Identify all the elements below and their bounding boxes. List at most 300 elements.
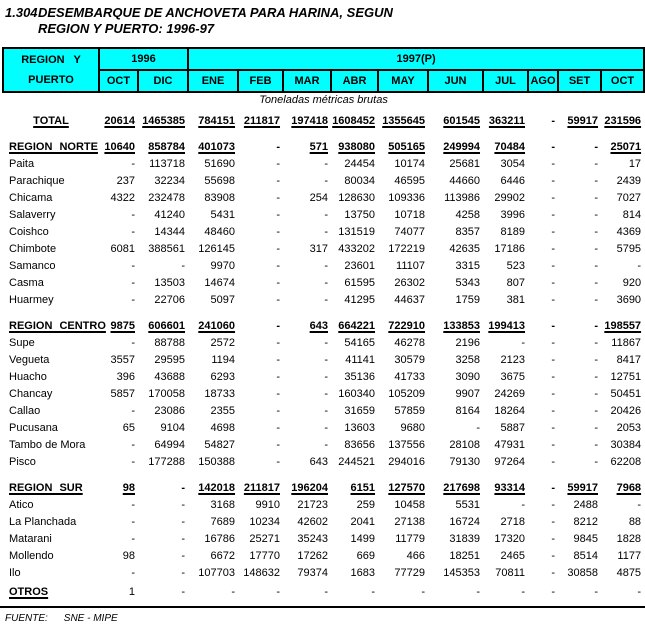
- cell-value-text: -: [131, 567, 135, 579]
- cell-value: [601, 497, 644, 514]
- cell-value: [483, 335, 528, 352]
- cell-value: [428, 403, 483, 420]
- row-label-cell: [3, 190, 99, 207]
- cell-value-text: 127570: [388, 482, 426, 494]
- cell-value-text: 29902: [494, 192, 526, 204]
- cell-value-text: 363211: [488, 115, 526, 127]
- cell-value-text: -: [594, 158, 599, 170]
- cell-value: [188, 309, 238, 335]
- col-header-abr: ABR: [331, 70, 378, 92]
- row-label-cell: [3, 108, 99, 130]
- cell-value-text: -: [131, 405, 135, 417]
- cell-value: [238, 386, 283, 403]
- cell-value-text: 1828: [616, 533, 642, 545]
- row-label-cell: [3, 369, 99, 386]
- cell-value-text: 25681: [449, 158, 481, 170]
- cell-value: [238, 497, 283, 514]
- cell-value: [528, 292, 558, 309]
- cell-value: [378, 386, 428, 403]
- cell-value: [99, 258, 138, 275]
- row-label-cell: [3, 241, 99, 258]
- cell-value: [378, 514, 428, 531]
- cell-value-text: -: [371, 586, 376, 598]
- cell-value-text: -: [594, 422, 599, 434]
- cell-value-text: 47931: [494, 439, 526, 451]
- cell-value: [238, 224, 283, 241]
- cell-value-text: 46278: [394, 337, 426, 349]
- cell-value: [483, 108, 528, 130]
- row-label: Huarmey: [9, 294, 54, 306]
- cell-value-text: 5097: [210, 294, 236, 306]
- cell-value: [238, 548, 283, 565]
- cell-value-text: -: [276, 294, 281, 306]
- cell-value-text: 3690: [616, 294, 642, 306]
- cell-value: [331, 403, 378, 420]
- cell-value: [331, 565, 378, 582]
- row-label: Vegueta: [9, 354, 50, 366]
- cell-value-text: 4698: [210, 422, 236, 434]
- cell-value: [99, 335, 138, 352]
- row-label-cell: [3, 207, 99, 224]
- cell-value: [428, 292, 483, 309]
- cell-value-text: 6446: [500, 175, 526, 187]
- cell-value-text: 4875: [616, 567, 642, 579]
- cell-value: [99, 548, 138, 565]
- col-header-region-line2: PUERTO: [28, 74, 74, 86]
- title-text: DESEMBARQUE DE ANCHOVETA PARA HARINA, SEGUN: [38, 5, 393, 20]
- cell-value: [283, 369, 331, 386]
- cell-value: [99, 531, 138, 548]
- cell-value-text: 920: [622, 277, 642, 289]
- cell-value: [99, 173, 138, 190]
- cell-value-text: -: [181, 499, 186, 511]
- cell-value: [331, 582, 378, 601]
- cell-value: [558, 454, 601, 471]
- cell-value-text: -: [551, 115, 556, 127]
- cell-value: [238, 173, 283, 190]
- cell-value-text: 93314: [494, 482, 526, 494]
- cell-value-text: 7689: [210, 516, 236, 528]
- cell-value-text: 13603: [344, 422, 376, 434]
- cell-value-text: -: [551, 226, 556, 238]
- cell-value-text: 11107: [396, 260, 426, 272]
- cell-value-text: 2196: [455, 337, 481, 349]
- cell-value-text: -: [324, 354, 329, 366]
- cell-value: [378, 420, 428, 437]
- cell-value-text: -: [421, 586, 426, 598]
- row-label: La Planchada: [9, 516, 77, 528]
- cell-value: [528, 130, 558, 156]
- cell-value: [138, 548, 188, 565]
- cell-value-text: 97264: [494, 456, 526, 468]
- cell-value: [601, 292, 644, 309]
- cell-value-text: 7968: [616, 482, 642, 494]
- cell-value: [331, 108, 378, 130]
- cell-value: [428, 352, 483, 369]
- cell-value: [428, 531, 483, 548]
- cell-value: [238, 403, 283, 420]
- row-label-cell: [3, 292, 99, 309]
- cell-value: [528, 352, 558, 369]
- cell-value-text: -: [594, 405, 599, 417]
- cell-value-text: 30384: [610, 439, 642, 451]
- cell-value: [331, 531, 378, 548]
- cell-value-text: -: [276, 175, 281, 187]
- cell-value: [331, 471, 378, 497]
- cell-value: [238, 241, 283, 258]
- cell-value: [428, 437, 483, 454]
- cell-value-text: 13750: [344, 209, 376, 221]
- cell-value-text: -: [276, 337, 281, 349]
- cell-value-text: 70484: [494, 141, 526, 153]
- cell-value-text: 177288: [148, 456, 186, 468]
- cell-value-text: -: [594, 192, 599, 204]
- cell-value-text: 148632: [243, 567, 281, 579]
- cell-value: [428, 548, 483, 565]
- cell-value-text: -: [551, 567, 556, 579]
- table-row-huarmey: [3, 292, 644, 309]
- cell-value: [188, 403, 238, 420]
- cell-value: [528, 565, 558, 582]
- cell-value-text: -: [551, 354, 556, 366]
- units-subtitle: Toneladas métricas brutas: [259, 94, 388, 106]
- cell-value: [99, 565, 138, 582]
- cell-value: [558, 292, 601, 309]
- row-label: Casma: [9, 277, 44, 289]
- cell-value: [558, 207, 601, 224]
- cell-value-text: 14344: [154, 226, 186, 238]
- cell-value: [428, 386, 483, 403]
- cell-value-text: -: [551, 388, 556, 400]
- cell-value-text: 160340: [338, 388, 376, 400]
- cell-value: [528, 335, 558, 352]
- cell-value-text: 4369: [616, 226, 642, 238]
- cell-value: [283, 224, 331, 241]
- cell-value-text: 237: [116, 175, 135, 187]
- cell-value-text: 6151: [350, 482, 376, 494]
- cell-value: [138, 224, 188, 241]
- cell-value: [378, 309, 428, 335]
- cell-value-text: -: [594, 209, 599, 221]
- cell-value: [283, 403, 331, 420]
- cell-value: [283, 275, 331, 292]
- row-label-cell: [3, 386, 99, 403]
- cell-value-text: 11779: [395, 533, 426, 545]
- cell-value: [601, 437, 644, 454]
- cell-value: [331, 224, 378, 241]
- cell-value: [528, 241, 558, 258]
- cell-value-text: 10174: [394, 158, 426, 170]
- row-label-cell: [3, 531, 99, 548]
- cell-value-text: 10458: [394, 499, 426, 511]
- cell-value-text: -: [594, 277, 599, 289]
- cell-value-text: -: [637, 260, 642, 272]
- table-row-pisco: [3, 454, 644, 471]
- cell-value-text: 5795: [616, 243, 642, 255]
- row-label-cell: [3, 275, 99, 292]
- cell-value-text: -: [276, 439, 281, 451]
- cell-value-text: -: [551, 533, 556, 545]
- cell-value-text: 381: [506, 294, 526, 306]
- cell-value: [558, 335, 601, 352]
- cell-value: [188, 258, 238, 275]
- col-group-1997: 1997(P): [188, 48, 644, 70]
- cell-value-text: -: [594, 320, 599, 332]
- cell-value-text: 2572: [210, 337, 236, 349]
- cell-value: [601, 420, 644, 437]
- cell-value: [528, 403, 558, 420]
- cell-value-text: -: [521, 337, 526, 349]
- cell-value-text: -: [594, 354, 599, 366]
- cell-value-text: 133853: [443, 320, 481, 332]
- cell-value-text: -: [131, 226, 135, 238]
- cell-value-text: 5531: [455, 499, 481, 511]
- cell-value-text: 142018: [198, 482, 236, 494]
- cell-value: [331, 258, 378, 275]
- cell-value: [331, 386, 378, 403]
- cell-value: [238, 275, 283, 292]
- cell-value: [331, 207, 378, 224]
- cell-value: [138, 352, 188, 369]
- cell-value-text: 5343: [455, 277, 481, 289]
- cell-value: [483, 309, 528, 335]
- cell-value-text: -: [276, 586, 281, 598]
- cell-value: [188, 156, 238, 173]
- cell-value-text: 21723: [297, 499, 329, 511]
- source-label: FUENTE:: [5, 613, 48, 624]
- cell-value-text: -: [551, 175, 556, 187]
- cell-value-text: 211817: [243, 115, 281, 127]
- cell-value: [138, 292, 188, 309]
- table-row-casma: [3, 275, 644, 292]
- cell-value: [99, 241, 138, 258]
- cell-value: [558, 173, 601, 190]
- cell-value: [428, 258, 483, 275]
- cell-value-text: 74077: [394, 226, 426, 238]
- row-label-cell: [3, 258, 99, 275]
- cell-value-text: 20614: [104, 115, 135, 127]
- cell-value-text: -: [276, 405, 281, 417]
- table-row-mollendo: [3, 548, 644, 565]
- cell-value-text: -: [594, 371, 599, 383]
- cell-value: [331, 275, 378, 292]
- cell-value-text: 1683: [350, 567, 376, 579]
- cell-value: [378, 292, 428, 309]
- cell-value: [331, 369, 378, 386]
- cell-value: [378, 156, 428, 173]
- cell-value-text: -: [551, 422, 556, 434]
- cell-value-text: -: [276, 158, 281, 170]
- cell-value-text: 42602: [297, 516, 329, 528]
- cell-value-text: -: [324, 422, 329, 434]
- cell-value-text: 211817: [243, 482, 281, 494]
- cell-value-text: -: [324, 209, 329, 221]
- cell-value: [528, 582, 558, 601]
- cell-value-text: 8357: [455, 226, 481, 238]
- cell-value: [99, 420, 138, 437]
- cell-value: [283, 190, 331, 207]
- cell-value-text: 59917: [567, 115, 599, 127]
- cell-value-text: -: [551, 482, 556, 494]
- cell-value: [558, 386, 601, 403]
- cell-value-text: -: [594, 294, 599, 306]
- cell-value-text: 2041: [350, 516, 376, 528]
- cell-value-text: 113986: [444, 192, 481, 204]
- cell-value-text: -: [551, 294, 556, 306]
- cell-value: [558, 497, 601, 514]
- cell-value-text: 25071: [610, 141, 642, 153]
- col-header-set: SET: [558, 70, 601, 92]
- cell-value-text: 232478: [148, 192, 186, 204]
- cell-value-text: 2123: [500, 354, 526, 366]
- cell-value-text: -: [131, 456, 135, 468]
- cell-value-text: 79374: [297, 567, 329, 579]
- cell-value: [99, 352, 138, 369]
- cell-value-text: 64994: [154, 439, 186, 451]
- cell-value-text: 70811: [495, 567, 526, 579]
- cell-value: [188, 275, 238, 292]
- cell-value: [483, 582, 528, 601]
- cell-value: [331, 454, 378, 471]
- units-subtitle-row: [3, 92, 644, 108]
- cell-value: [331, 497, 378, 514]
- cell-value-text: 23601: [344, 260, 376, 272]
- cell-value-text: -: [551, 586, 556, 598]
- cell-value-text: -: [276, 422, 281, 434]
- cell-value-text: 2053: [616, 422, 642, 434]
- cell-value-text: 41295: [344, 294, 376, 306]
- cell-value: [378, 108, 428, 130]
- cell-value: [428, 207, 483, 224]
- col-header-feb: FEB: [238, 70, 283, 92]
- cell-value-text: 13503: [154, 277, 186, 289]
- cell-value-text: 88788: [154, 337, 186, 349]
- cell-value-text: 197418: [291, 115, 329, 127]
- cell-value-text: -: [131, 260, 135, 272]
- cell-value: [188, 454, 238, 471]
- cell-value: [528, 369, 558, 386]
- cell-value: [428, 514, 483, 531]
- cell-value: [99, 403, 138, 420]
- cell-value: [238, 207, 283, 224]
- cell-value-text: -: [551, 158, 556, 170]
- cell-value: [483, 386, 528, 403]
- cell-value-text: -: [324, 337, 329, 349]
- table-row-salaverry: [3, 207, 644, 224]
- cell-value-text: -: [276, 354, 281, 366]
- cell-value-text: 317: [309, 243, 329, 255]
- cell-value-text: -: [476, 422, 481, 434]
- cell-value-text: 35136: [344, 371, 376, 383]
- cell-value-text: 30579: [394, 354, 426, 366]
- table-row-matarani: [3, 531, 644, 548]
- cell-value-text: 8212: [573, 516, 599, 528]
- cell-value-text: 571: [309, 141, 329, 153]
- cell-value: [238, 258, 283, 275]
- row-label: Huacho: [9, 371, 47, 383]
- cell-value: [138, 471, 188, 497]
- table-row-region-norte: [3, 130, 644, 156]
- cell-value: [138, 420, 188, 437]
- cell-value-text: 3054: [500, 158, 526, 170]
- cell-value: [428, 108, 483, 130]
- cell-value: [99, 108, 138, 130]
- cell-value-text: 9680: [400, 422, 426, 434]
- cell-value-text: 217698: [443, 482, 481, 494]
- cell-value-text: 44637: [394, 294, 426, 306]
- cell-value: [331, 420, 378, 437]
- cell-value-text: -: [276, 243, 281, 255]
- cell-value-text: 8189: [500, 226, 526, 238]
- row-label: Chancay: [9, 388, 53, 400]
- cell-value-text: -: [551, 371, 556, 383]
- cell-value-text: -: [276, 371, 281, 383]
- cell-value-text: 105209: [388, 388, 426, 400]
- cell-value: [601, 369, 644, 386]
- row-label-cell: [3, 565, 99, 582]
- cell-value-text: 62208: [610, 456, 642, 468]
- table-row-huacho: [3, 369, 644, 386]
- row-label: Mollendo: [9, 550, 54, 562]
- cell-value-text: -: [551, 277, 556, 289]
- cell-value-text: -: [551, 260, 556, 272]
- cell-value-text: 3258: [455, 354, 481, 366]
- cell-value-text: 77729: [394, 567, 426, 579]
- cell-value-text: 44660: [449, 175, 481, 187]
- row-label: Paita: [9, 158, 35, 170]
- cell-value-text: -: [551, 337, 556, 349]
- cell-value: [601, 207, 644, 224]
- cell-value: [138, 497, 188, 514]
- cell-value: [283, 531, 331, 548]
- cell-value-text: 9104: [160, 422, 186, 434]
- cell-value: [558, 309, 601, 335]
- cell-value: [99, 275, 138, 292]
- cell-value: [138, 156, 188, 173]
- cell-value: [283, 497, 331, 514]
- cell-value: [331, 548, 378, 565]
- cell-value: [331, 514, 378, 531]
- cell-value-text: -: [551, 439, 556, 451]
- cell-value: [558, 471, 601, 497]
- row-label-cell: [3, 471, 99, 497]
- cell-value-text: 61595: [344, 277, 376, 289]
- cell-value-text: 466: [406, 550, 426, 562]
- cell-value-text: -: [131, 209, 135, 221]
- cell-value: [99, 224, 138, 241]
- cell-value-text: 107703: [198, 567, 236, 579]
- cell-value: [188, 582, 238, 601]
- table-row-supe: [3, 335, 644, 352]
- row-label-cell: [3, 437, 99, 454]
- cell-value-text: 3168: [210, 499, 236, 511]
- row-label-cell: [3, 497, 99, 514]
- cell-value: [428, 335, 483, 352]
- table-row-region-sur: [3, 471, 644, 497]
- cell-value: [188, 292, 238, 309]
- cell-value: [188, 108, 238, 130]
- cell-value-text: 643: [309, 456, 329, 468]
- cell-value: [428, 241, 483, 258]
- cell-value: [238, 292, 283, 309]
- cell-value: [188, 190, 238, 207]
- cell-value: [528, 224, 558, 241]
- col-header-oct-1996: OCT: [99, 70, 138, 92]
- cell-value-text: 41733: [394, 371, 426, 383]
- cell-value: [428, 565, 483, 582]
- cell-value: [331, 292, 378, 309]
- cell-value: [558, 275, 601, 292]
